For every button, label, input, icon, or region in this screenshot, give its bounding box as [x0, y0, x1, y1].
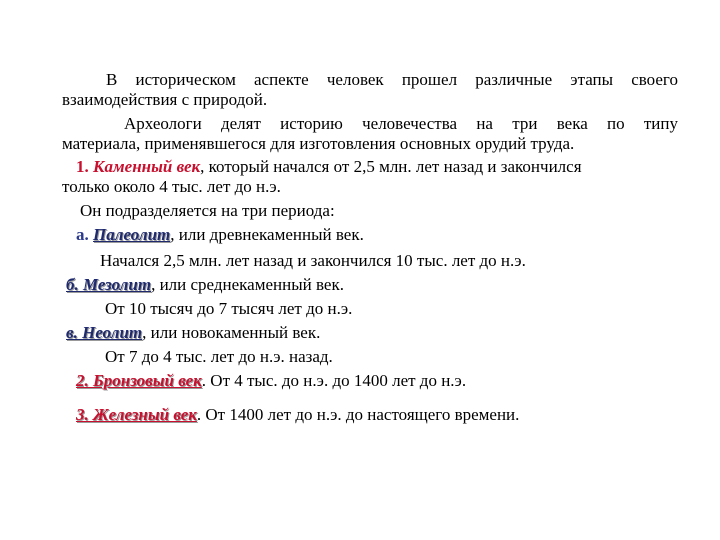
- paleolithic-title: Палеолит: [93, 225, 171, 244]
- periods-intro: Он подразделяется на три периода:: [80, 201, 335, 220]
- archaeologists-line-1: Археологи делят историю человечества на три века по типу: [124, 114, 678, 133]
- mesolithic-line: [66, 275, 682, 295]
- iron-age-title: 3. Железный век: [76, 405, 197, 424]
- stone-age-line-2: только около 4 тыс. лет до н.э.: [62, 177, 281, 196]
- neolithic-title: в. Неолит: [66, 323, 143, 342]
- intro-line-2: взаимодействия с природой.: [62, 90, 268, 109]
- neolithic-line: [66, 323, 682, 343]
- iron-age-rest: . От 1400 лет до н.э. до настоящего времени.: [196, 405, 520, 424]
- bronze-age-title: 2. Бронзовый век: [76, 371, 202, 390]
- paleolithic-dates: Начался 2,5 млн. лет назад и закончился 10 тыс. лет до н.э.: [100, 251, 526, 270]
- iron-age-line: [76, 405, 692, 425]
- bronze-age-rest: . От 4 тыс. до н.э. до 1400 лет до н.э.: [201, 371, 467, 390]
- neolithic-rest: , или новокаменный век.: [142, 323, 321, 342]
- mesolithic-rest: , или среднекаменный век.: [151, 275, 344, 294]
- paleolithic-line: [76, 225, 692, 245]
- stone-age-line: [76, 157, 678, 177]
- stone-age-title: Каменный век: [93, 157, 201, 176]
- mesolithic-title: б. Мезолит: [66, 275, 152, 294]
- archaeologists-line-2: материала, применявшегося для изготовления основных орудий труда.: [62, 134, 575, 153]
- stone-age-rest: , который начался от 2,5 млн. лет назад и закончился: [200, 157, 582, 176]
- paleolithic-rest: , или древнекаменный век.: [170, 225, 364, 244]
- paleolithic-marker: а.: [76, 225, 89, 244]
- stone-age-number: 1.: [76, 157, 89, 176]
- neolithic-dates: От 7 до 4 тыс. лет до н.э. назад.: [105, 347, 333, 366]
- bronze-age-line: [76, 371, 692, 391]
- intro-line-1: В историческом аспекте человек прошел различные этапы своего: [106, 70, 678, 89]
- mesolithic-dates: От 10 тысяч до 7 тысяч лет до н.э.: [105, 299, 353, 318]
